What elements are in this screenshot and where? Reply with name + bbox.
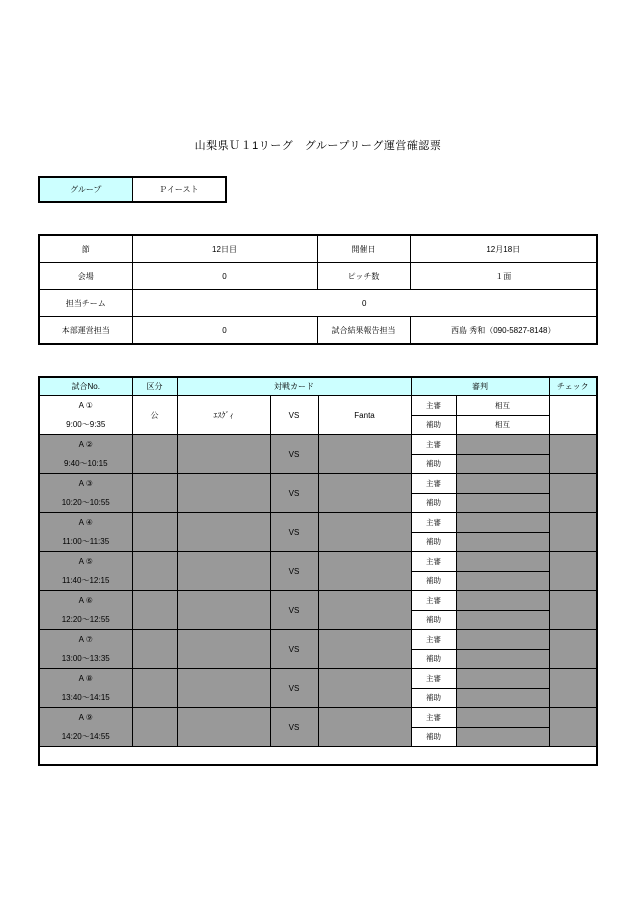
match-row <box>39 630 597 650</box>
info-table <box>38 234 598 345</box>
vs-label: VS <box>270 474 318 513</box>
assist-referee-label: 補助 <box>411 493 456 513</box>
match-no-cell <box>39 552 132 591</box>
report-label: 試合結果報告担当 <box>317 317 410 345</box>
away-team <box>318 708 411 747</box>
match-no-cell <box>39 396 132 435</box>
venue-value: 0 <box>132 263 317 290</box>
assist-referee-value: 相互 <box>456 415 549 435</box>
chief-referee-label: 主審 <box>411 591 456 611</box>
home-team: ｴｽｸﾞｨ <box>177 396 270 435</box>
chief-referee-value <box>456 669 549 689</box>
match-no-cell <box>39 513 132 552</box>
home-team <box>177 513 270 552</box>
chief-referee-label: 主審 <box>411 669 456 689</box>
category-cell <box>132 513 177 552</box>
match-time: 10:20～10:55 <box>61 498 110 507</box>
assist-referee-label: 補助 <box>411 610 456 630</box>
match-time: 9:40～10:15 <box>63 459 108 468</box>
category-cell <box>132 474 177 513</box>
match-time: 11:40～12:15 <box>62 576 110 585</box>
match-no-cell <box>39 591 132 630</box>
match-no-cell <box>39 708 132 747</box>
assist-referee-label: 補助 <box>411 649 456 669</box>
home-team <box>177 435 270 474</box>
assist-referee-label: 補助 <box>411 454 456 474</box>
check-cell <box>549 474 597 513</box>
chief-referee-value <box>456 474 549 494</box>
match-row <box>39 513 597 533</box>
match-time: 13:00～13:35 <box>61 654 110 663</box>
assist-referee-value <box>456 493 549 513</box>
blank-cell <box>39 747 597 766</box>
hq-label: 本部運営担当 <box>39 317 132 345</box>
chief-referee-value <box>456 630 549 650</box>
report-value: 西島 秀和（090-5827-8148） <box>410 317 597 345</box>
team-value: 0 <box>132 290 597 317</box>
match-row <box>39 396 597 416</box>
vs-label: VS <box>270 513 318 552</box>
header-match-card: 対戦カード <box>177 377 411 396</box>
home-team <box>177 708 270 747</box>
assist-referee-value <box>456 649 549 669</box>
match-no: A ⑤ <box>78 557 93 566</box>
match-time: 11:00～11:35 <box>62 537 110 546</box>
category-cell <box>132 630 177 669</box>
check-cell <box>549 552 597 591</box>
blank-row <box>39 747 597 766</box>
check-cell <box>549 435 597 474</box>
chief-referee-label: 主審 <box>411 435 456 455</box>
header-check: チェック <box>549 377 597 396</box>
assist-referee-value <box>456 571 549 591</box>
pitch-value: １面 <box>410 263 597 290</box>
home-team <box>177 669 270 708</box>
match-no-cell <box>39 669 132 708</box>
vs-label: VS <box>270 708 318 747</box>
chief-referee-value <box>456 591 549 611</box>
check-cell <box>549 630 597 669</box>
match-no-cell <box>39 474 132 513</box>
chief-referee-label: 主審 <box>411 396 456 416</box>
home-team <box>177 591 270 630</box>
group-label: グループ <box>39 177 132 202</box>
hq-value: 0 <box>132 317 317 345</box>
home-team <box>177 552 270 591</box>
vs-label: VS <box>270 396 318 435</box>
pitch-label: ピッチ数 <box>317 263 410 290</box>
chief-referee-value: 相互 <box>456 396 549 416</box>
chief-referee-value <box>456 435 549 455</box>
vs-label: VS <box>270 591 318 630</box>
date-label: 開催日 <box>317 235 410 263</box>
away-team: Fanta <box>318 396 411 435</box>
match-row <box>39 435 597 455</box>
category-cell <box>132 708 177 747</box>
assist-referee-label: 補助 <box>411 727 456 747</box>
away-team <box>318 435 411 474</box>
chief-referee-value <box>456 552 549 572</box>
match-no: A ⑨ <box>78 713 93 722</box>
match-no: A ④ <box>78 518 93 527</box>
vs-label: VS <box>270 435 318 474</box>
match-time: 9:00～9:35 <box>66 420 106 429</box>
category-cell <box>132 552 177 591</box>
match-no: A ③ <box>78 479 93 488</box>
match-no: A ② <box>78 440 93 449</box>
check-cell <box>549 396 597 435</box>
match-no: A ⑧ <box>78 674 93 683</box>
away-team <box>318 474 411 513</box>
assist-referee-label: 補助 <box>411 532 456 552</box>
chief-referee-value <box>456 708 549 728</box>
assist-referee-label: 補助 <box>411 415 456 435</box>
assist-referee-value <box>456 610 549 630</box>
match-no: A ⑥ <box>78 596 93 605</box>
team-label: 担当チーム <box>39 290 132 317</box>
header-category: 区分 <box>132 377 177 396</box>
match-time: 12:20～12:55 <box>61 615 110 624</box>
category-cell <box>132 591 177 630</box>
home-team <box>177 630 270 669</box>
away-team <box>318 669 411 708</box>
group-value: Ｐイースト <box>132 177 226 202</box>
away-team <box>318 591 411 630</box>
match-time: 13:40～14:15 <box>61 693 110 702</box>
check-cell <box>549 591 597 630</box>
category-cell <box>132 435 177 474</box>
match-row <box>39 591 597 611</box>
header-referee: 審判 <box>411 377 549 396</box>
date-value: 12月18日 <box>410 235 597 263</box>
match-row <box>39 474 597 494</box>
assist-referee-label: 補助 <box>411 571 456 591</box>
chief-referee-label: 主審 <box>411 474 456 494</box>
group-box <box>38 176 227 203</box>
check-cell <box>549 513 597 552</box>
vs-label: VS <box>270 552 318 591</box>
assist-referee-value <box>456 532 549 552</box>
vs-label: VS <box>270 669 318 708</box>
assist-referee-value <box>456 454 549 474</box>
assist-referee-value <box>456 727 549 747</box>
match-row <box>39 708 597 728</box>
chief-referee-label: 主審 <box>411 513 456 533</box>
chief-referee-value <box>456 513 549 533</box>
match-no: A ⑦ <box>78 635 93 644</box>
match-row <box>39 552 597 572</box>
page-title: 山梨県Ｕ１1リーグ グループリーグ運営確認票 <box>194 140 442 152</box>
category-cell <box>132 669 177 708</box>
assist-referee-value <box>456 688 549 708</box>
chief-referee-label: 主審 <box>411 552 456 572</box>
chief-referee-label: 主審 <box>411 708 456 728</box>
match-row <box>39 669 597 689</box>
setsu-label: 節 <box>39 235 132 263</box>
header-match-no: 試合No. <box>39 377 132 396</box>
check-cell <box>549 708 597 747</box>
assist-referee-label: 補助 <box>411 688 456 708</box>
setsu-value: 12日目 <box>132 235 317 263</box>
schedule-table <box>38 376 598 766</box>
away-team <box>318 630 411 669</box>
match-time: 14:20～14:55 <box>61 732 110 741</box>
match-no-cell <box>39 435 132 474</box>
chief-referee-label: 主審 <box>411 630 456 650</box>
check-cell <box>549 669 597 708</box>
away-team <box>318 552 411 591</box>
match-no-cell <box>39 630 132 669</box>
home-team <box>177 474 270 513</box>
vs-label: VS <box>270 630 318 669</box>
away-team <box>318 513 411 552</box>
category-cell: 公 <box>132 396 177 435</box>
venue-label: 会場 <box>39 263 132 290</box>
match-no: A ① <box>78 401 93 410</box>
